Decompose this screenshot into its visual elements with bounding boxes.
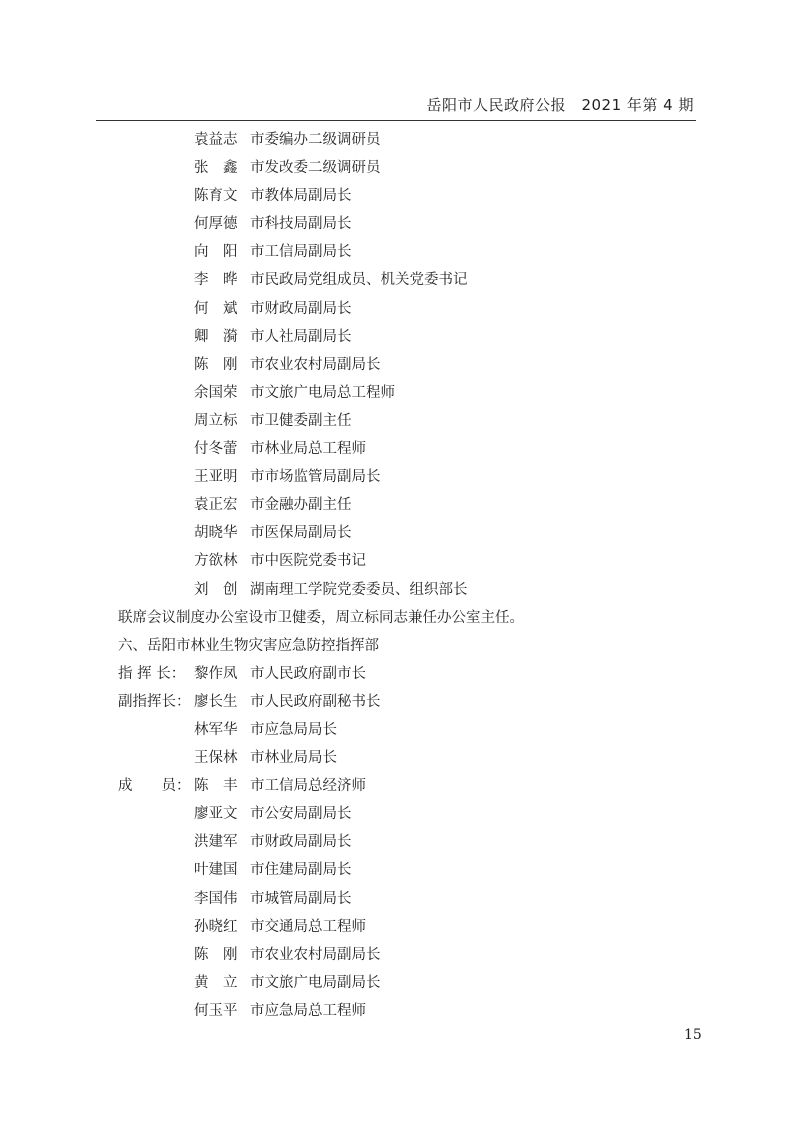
member-row [118,295,698,323]
member-name: 李国伟 [194,890,238,907]
member-row [118,913,698,941]
member-name: 何厚德 [194,216,238,233]
member-name: 廖长生 [194,693,238,710]
member-list-top [118,126,698,604]
member-title: 市市场监管局副局长 [250,469,381,486]
member-name: 周立标 [194,412,238,429]
commander-row [118,660,698,688]
role-label: 成 员： [118,778,191,795]
office-note: 联席会议制度办公室设市卫健委，周立标同志兼任办公室主任。 [118,609,524,626]
member-title: 市科技局副局长 [250,216,352,233]
member-title: 市金融办副主任 [250,497,352,514]
member-row [118,238,698,266]
member-title: 市应急局总工程师 [250,1002,366,1019]
member-title: 市财政局副局长 [250,834,352,851]
member-name: 向 阳 [194,244,238,261]
member-title: 市医保局副局长 [250,525,352,542]
member-name: 叶建国 [194,862,238,879]
member-name: 王保林 [194,750,238,767]
header-title: 岳阳市人民政府公报 2021 年第 4 期 [426,96,694,114]
member-name: 张 鑫 [194,160,238,177]
member-row [118,688,698,716]
member-row [118,885,698,913]
member-row [118,407,698,435]
document-body [118,126,698,1025]
member-title: 市住建局副局长 [250,862,352,879]
member-title: 市城管局副局长 [250,890,352,907]
member-name: 李 晔 [194,272,238,289]
member-row [118,716,698,744]
page-number: 15 [684,1027,702,1043]
member-row [118,856,698,884]
member-name: 付冬蕾 [194,441,238,458]
member-row [118,547,698,575]
member-row [118,519,698,547]
member-row [118,126,698,154]
member-row [118,941,698,969]
member-name: 袁益志 [194,132,238,148]
member-title: 市发改委二级调研员 [250,160,381,177]
member-row [118,266,698,294]
member-title: 市文旅广电局总工程师 [250,384,395,401]
member-row [118,435,698,463]
member-row [118,210,698,238]
member-row [118,744,698,772]
member-row [118,463,698,491]
member-title: 市应急局局长 [250,721,337,738]
member-name: 陈 刚 [194,356,238,373]
member-name: 孙晓红 [194,918,238,935]
member-row [118,969,698,997]
member-title: 市林业局总工程师 [250,441,366,458]
member-name: 余国荣 [194,384,238,401]
member-row [118,800,698,828]
member-title: 市卫健委副主任 [250,412,352,429]
member-title: 市工信局总经济师 [250,778,366,795]
member-title: 市交通局总工程师 [250,918,366,935]
deputy-commander-list [118,688,698,772]
role-label: 指 挥 长： [118,665,186,682]
member-title: 湖南理工学院党委委员、组织部长 [250,581,468,598]
role-label: 副指挥长： [118,693,191,710]
member-row [118,182,698,210]
member-row [118,828,698,856]
member-title: 市中医院党委书记 [250,553,366,570]
member-name: 王亚明 [194,469,238,486]
member-title: 市人社局副局长 [250,328,352,345]
member-name: 洪建军 [194,834,238,851]
member-name: 方欲林 [194,553,238,570]
member-name: 何玉平 [194,1002,238,1019]
member-name: 黄 立 [194,974,238,991]
member-name: 林军华 [194,721,238,738]
page-header [96,92,696,121]
member-name: 陈育文 [194,188,238,205]
member-name: 陈 丰 [194,778,238,795]
member-row [118,772,698,800]
member-title: 市民政局党组成员、机关党委书记 [250,272,468,289]
member-title: 市林业局局长 [250,750,337,767]
member-title: 市农业农村局副局长 [250,356,381,373]
member-row [118,491,698,519]
member-row [118,379,698,407]
member-name: 何 斌 [194,300,238,317]
member-name: 卿 漪 [194,328,238,345]
member-title: 市人民政府副秘书长 [250,693,381,710]
member-title: 市文旅广电局副局长 [250,974,381,991]
member-title: 市教体局副局长 [250,188,352,205]
member-name: 黎作凤 [194,665,238,682]
member-name: 廖亚文 [194,806,238,823]
member-name: 刘 创 [194,581,238,598]
member-list-bottom [118,772,698,1025]
member-row [118,323,698,351]
member-row [118,351,698,379]
member-title: 市公安局副局长 [250,806,352,823]
member-title: 市工信局副局长 [250,244,352,261]
member-row [118,154,698,182]
member-title: 市农业农村局副局长 [250,946,381,963]
member-title: 市人民政府副市长 [250,665,366,682]
member-row [118,576,698,604]
member-row [118,997,698,1025]
section-heading: 六、岳阳市林业生物灾害应急防控指挥部 [118,637,379,654]
member-title: 市财政局副局长 [250,300,352,317]
member-title: 市委编办二级调研员 [250,132,381,148]
member-name: 陈 刚 [194,946,238,963]
member-name: 袁正宏 [194,497,238,514]
member-name: 胡晓华 [194,525,238,542]
